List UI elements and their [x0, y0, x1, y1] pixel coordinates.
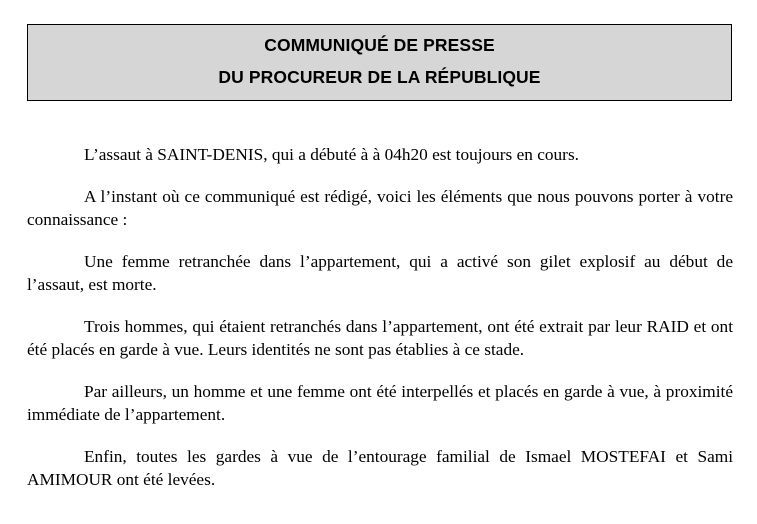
- paragraph-assault-status: L’assaut à SAINT-DENIS, qui a débuté à à 04h20 est toujours en cours.: [84, 145, 579, 164]
- press-release-body: [27, 143, 733, 510]
- paragraph-custody-lifted: Enfin, toutes les gardes à vue de l’entourage familial de Ismael MOSTEFAI et Sami AMIMOUR ont été levées.: [27, 447, 733, 489]
- header-title-line2: DU PROCUREUR DE LA RÉPUBLIQUE: [218, 67, 541, 87]
- press-release-header: [27, 24, 732, 101]
- paragraph-three-men: Trois hommes, qui étaient retranchés dans l’appartement, ont été extrait par leur RAID et ont été placés en garde à vue. Leurs identités ne sont pas établies à ce stade.: [27, 317, 733, 359]
- header-title-line1: COMMUNIQUÉ DE PRESSE: [264, 35, 495, 55]
- paragraph-woman-dead: Une femme retranchée dans l’appartement, qui a activé son gilet explosif au début de l’assaut, est morte.: [27, 252, 733, 294]
- paragraph-arrests: Par ailleurs, un homme et une femme ont été interpellés et placés en garde à vue, à proximité immédiate de l’appartement.: [27, 382, 733, 424]
- paragraph-introduction: A l’instant où ce communiqué est rédigé, voici les éléments que nous pouvons porter à votre connaissance :: [27, 187, 733, 229]
